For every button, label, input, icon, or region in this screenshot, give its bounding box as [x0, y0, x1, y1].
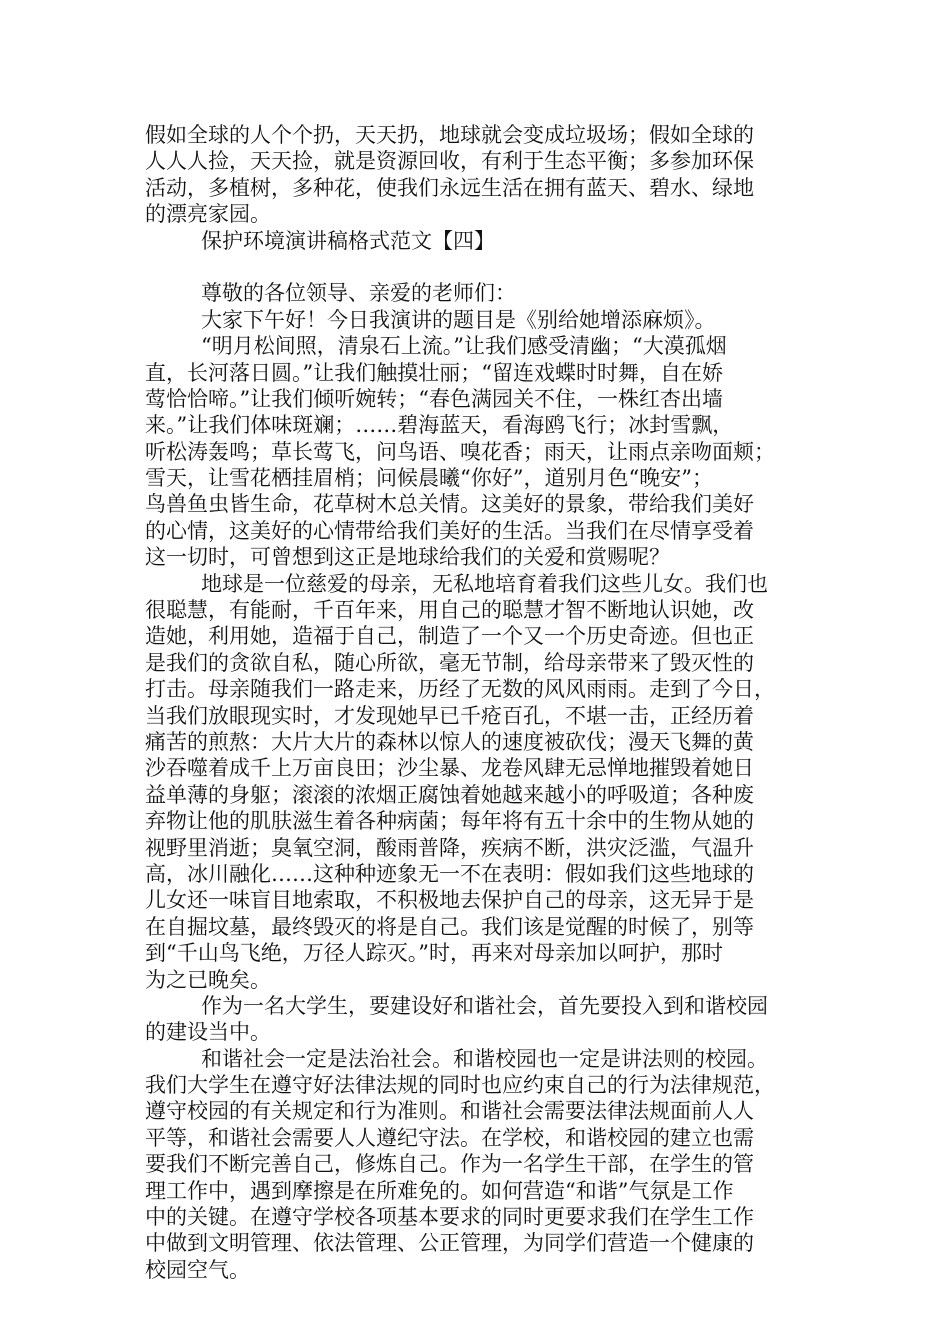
text-line: 平等，和谐社会需要人人遵纪守法。在学校，和谐校园的建立也需 — [145, 1125, 754, 1150]
text-line: 是我们的贪欲自私，随心所欲，毫无节制，给母亲带来了毁灭性的 — [145, 650, 754, 675]
text-line: 我们大学生在遵守好法律法规的同时也应约束自己的行为法律规范， — [145, 1073, 775, 1098]
document-page — [145, 122, 825, 1283]
text-line: 人人人捡，天天捡，就是资源回收，有利于生态平衡；多参加环保 — [145, 149, 754, 174]
text-line: 遵守校园的有关规定和行为准则。和谐社会需要法律法规面前人人 — [145, 1099, 754, 1124]
text-line: 的建设当中。 — [145, 1020, 271, 1045]
text-line: 中做到文明管理、依法管理、公正管理，为同学们营造一个健康的 — [145, 1231, 754, 1256]
text-line: “明月松间照，清泉石上流。”让我们感受清幽；“大漠孤烟 — [201, 334, 727, 359]
text-line: 视野里消逝；臭氧空洞，酸雨普降，疾病不断，洪灾泛滥，气温升 — [145, 835, 754, 860]
text-line: 中的关键。在遵守学校各项基本要求的同时更要求我们在学生工作 — [145, 1205, 754, 1230]
text-line: 大家下午好！今日我演讲的题目是《别给她增添麻烦》。 — [201, 307, 716, 332]
text-line: 的漂亮家园。 — [145, 202, 271, 227]
text-line: 儿女还一味盲目地索取，不积极地去保护自己的母亲，这无异于是 — [145, 888, 754, 913]
blank-line — [145, 254, 825, 280]
text-line: 来。”让我们体味斑斓；……碧海蓝天，看海鸥飞行；冰封雪飘， — [145, 413, 734, 438]
text-line: 假如全球的人个个扔，天天扔，地球就会变成垃圾场；假如全球的 — [145, 123, 754, 147]
text-line: 尊敬的各位领导、亲爱的老师们： — [201, 281, 516, 306]
text-line: 打击。母亲随我们一路走来，历经了无数的风风雨雨。走到了今日， — [145, 677, 775, 702]
text-line: 为之已晚矣。 — [145, 967, 271, 992]
text-line: 造她，利用她，造福于自己，制造了一个又一个历史奇迹。但也正 — [145, 624, 754, 649]
text-line: 痛苦的煎熬：大片大片的森林以惊人的速度被砍伐；漫天飞舞的黄 — [145, 729, 754, 754]
text-line: 活动，多植树，多种花，使我们永远生活在拥有蓝天、碧水、绿地 — [145, 175, 754, 200]
text-line: 直，长河落日圆。”让我们触摸壮丽；“留连戏蝶时时舞，自在娇 — [145, 360, 723, 385]
text-line: 莺恰恰啼。”让我们倾听婉转；“春色满园关不住，一株红杏出墙 — [145, 386, 723, 411]
text-line: 高，冰川融化……这种种迹象无一不在表明：假如我们这些地球的 — [145, 861, 754, 886]
text-line: 作为一名大学生，要建设好和谐社会，首先要投入到和谐校园 — [201, 993, 768, 1018]
text-line: 益单薄的身躯；滚滚的浓烟正腐蚀着她越来越小的呼吸道；各种废 — [145, 782, 754, 807]
text-line: 雪天，让雪花栖挂眉梢；问候晨曦“你好”，道别月色“晚安”； — [145, 466, 713, 491]
text-line: 这一切时，可曾想到这正是地球给我们的关爱和赏赐呢？ — [145, 545, 670, 570]
text-line: 沙吞噬着成千上万亩良田；沙尘暴、龙卷风肆无忌惮地摧毁着她日 — [145, 756, 754, 781]
text-line: 很聪慧，有能耐，千百年来，用自己的聪慧才智不断地认识她，改 — [145, 598, 754, 623]
text-line: 的心情，这美好的心情带给我们美好的生活。当我们在尽情享受着 — [145, 518, 754, 543]
text-line: 和谐社会一定是法治社会。和谐校园也一定是讲法则的校园。 — [201, 1046, 768, 1071]
text-line: 当我们放眼现实时，才发现她早已千疮百孔，不堪一击，正经历着 — [145, 703, 754, 728]
text-line: 要我们不断完善自己，修炼自己。作为一名学生干部，在学生的管 — [145, 1152, 754, 1177]
section-heading: 保护环境演讲稿格式范文【四】 — [201, 228, 495, 253]
text-line: 地球是一位慈爱的母亲，无私地培育着我们这些儿女。我们也 — [201, 571, 768, 596]
text-line: 在自掘坟墓，最终毁灭的将是自己。我们该是觉醒的时候了，别等 — [145, 914, 754, 939]
text-line: 听松涛轰鸣；草长莺飞，问鸟语、嗅花香；雨天，让雨点亲吻面颊； — [145, 439, 775, 464]
text-line: 弃物让他的肌肤滋生着各种病菌；每年将有五十余中的生物从她的 — [145, 809, 754, 834]
text-line: 理工作中，遇到摩擦是在所难免的。如何营造“和谐”气氛是工作 — [145, 1178, 734, 1203]
text-line: 校园空气。 — [145, 1257, 250, 1282]
text-line: 鸟兽鱼虫皆生命，花草树木总关情。这美好的景象，带给我们美好 — [145, 492, 754, 517]
text-line: 到“千山鸟飞绝，万径人踪灭。”时，再来对母亲加以呵护，那时 — [145, 941, 723, 966]
